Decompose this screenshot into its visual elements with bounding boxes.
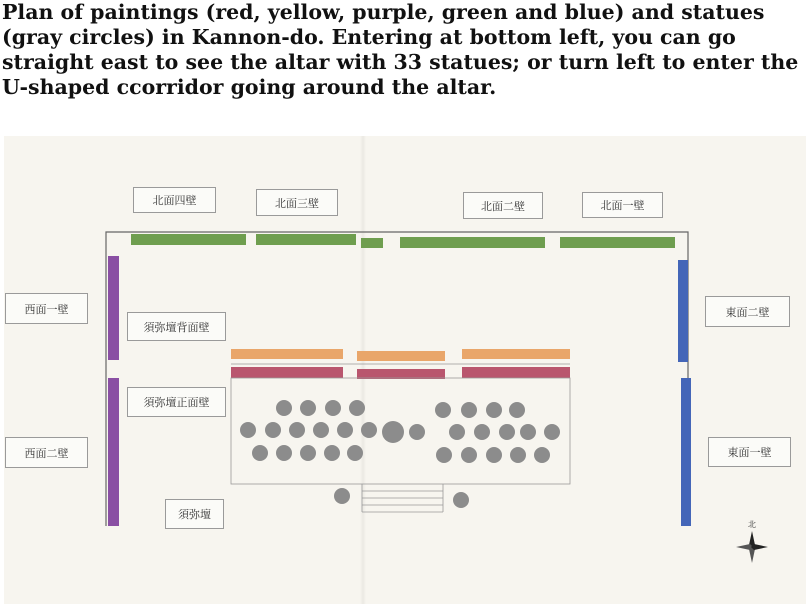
statue <box>300 445 316 461</box>
painting-altar-back-left <box>231 349 343 359</box>
label-north-4: 北面四壁 <box>133 187 216 213</box>
statue <box>435 402 451 418</box>
compass-north-label: 北 <box>748 520 756 529</box>
painting-east-1 <box>681 378 691 526</box>
painting-north-3 <box>256 234 356 245</box>
painting-north-2 <box>400 237 545 248</box>
statue <box>324 445 340 461</box>
statue <box>534 447 550 463</box>
painting-west-1 <box>108 256 119 360</box>
statue <box>486 447 502 463</box>
painting-altar-front-center <box>357 369 445 379</box>
label-altar-front: 須弥壇正面壁 <box>127 387 226 417</box>
statue <box>409 424 425 440</box>
statue <box>510 447 526 463</box>
statue <box>461 402 477 418</box>
label-altar-back: 須弥壇背面壁 <box>127 312 226 341</box>
statue <box>486 402 502 418</box>
statue <box>325 400 341 416</box>
painting-altar-front-right <box>462 367 570 378</box>
painting-altar-back-center <box>357 351 445 361</box>
statue <box>474 424 490 440</box>
label-north-3: 北面三壁 <box>256 189 338 216</box>
statue <box>499 424 515 440</box>
statue <box>449 424 465 440</box>
statue <box>347 445 363 461</box>
painting-north-3b <box>361 238 383 248</box>
statue <box>337 422 353 438</box>
statues <box>240 400 560 508</box>
statue <box>289 422 305 438</box>
statue <box>544 424 560 440</box>
caption: Plan of paintings (red, yellow, purple, green and blue) and statues (gray circles) in Kannon-do. Entering at bottom left, you can go straight east to see the altar with 33 statues; or turn left to enter the U-shaped ccorridor going around the altar. <box>2 0 799 99</box>
painting-altar-back-right <box>462 349 570 359</box>
statue-main <box>382 421 404 443</box>
statue <box>276 445 292 461</box>
statue <box>252 445 268 461</box>
painting-altar-front-left <box>231 367 343 378</box>
label-north-2: 北面二壁 <box>463 192 543 219</box>
label-east-1: 東面一壁 <box>708 437 791 467</box>
label-east-2: 東面二壁 <box>705 296 790 327</box>
compass-icon <box>736 519 768 563</box>
statue <box>240 422 256 438</box>
statue <box>349 400 365 416</box>
statue <box>361 422 377 438</box>
stairs <box>362 484 443 512</box>
statue <box>276 400 292 416</box>
painting-north-1 <box>560 237 675 248</box>
label-west-2: 西面二壁 <box>5 437 88 468</box>
label-west-1: 西面一壁 <box>5 293 88 324</box>
statue <box>436 447 452 463</box>
statue <box>520 424 536 440</box>
statue <box>509 402 525 418</box>
statue <box>334 488 350 504</box>
painting-east-2 <box>678 260 688 362</box>
statue <box>313 422 329 438</box>
label-north-1: 北面一壁 <box>582 192 663 218</box>
statue <box>461 447 477 463</box>
label-altar: 須弥壇 <box>165 499 224 529</box>
painting-west-2 <box>108 378 119 526</box>
statue <box>265 422 281 438</box>
statue <box>300 400 316 416</box>
painting-north-4 <box>131 234 246 245</box>
statue <box>453 492 469 508</box>
